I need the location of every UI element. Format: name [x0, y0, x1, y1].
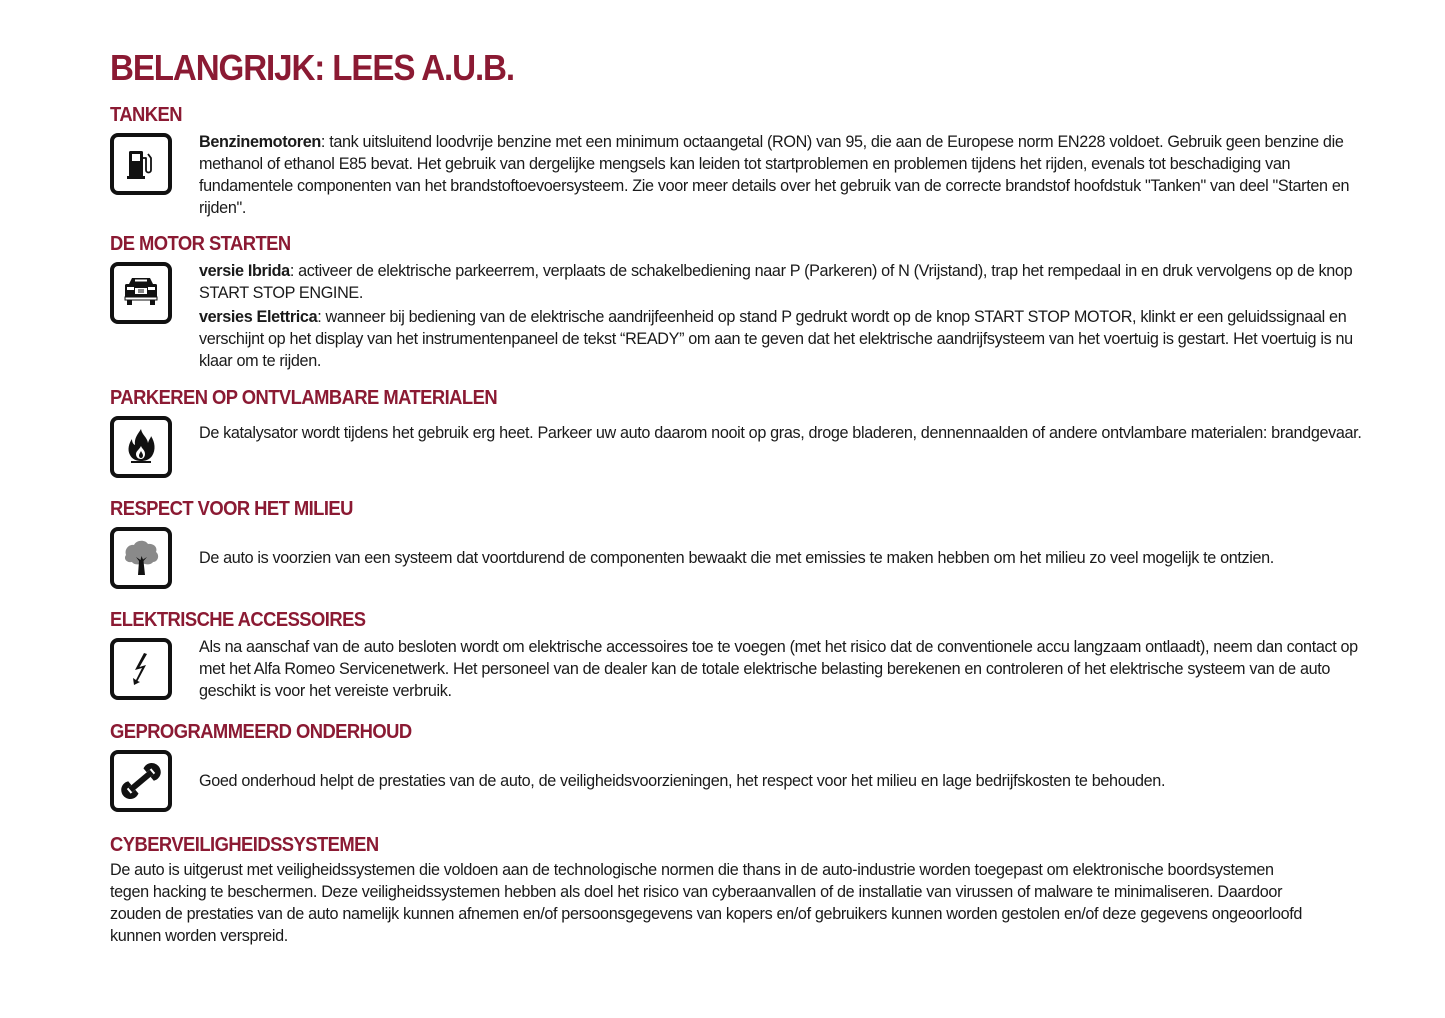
section-text: [199, 525, 1380, 591]
section-text: [199, 748, 1380, 814]
section-cyberveiligheid: [110, 833, 1380, 947]
section-heading: ELEKTRISCHE ACCESSOIRES: [110, 609, 366, 631]
paragraph-text: : activeer de elektrische parkeerrem, verplaats de schakelbediening naar P (Parkeren) of N (Vrijstand), trap het rempedaal in en druk vervolgens op de knop START STOP ENGINE.: [199, 262, 1353, 302]
section-motor-starten: [110, 232, 1380, 372]
paragraph-text: Goed onderhoud helpt de prestaties van de auto, de veiligheidsvoorzieningen, het respect voor het milieu en lage bedrijfskosten te behouden.: [199, 772, 1166, 790]
section-tanken: [110, 103, 1380, 219]
section-heading: RESPECT VOOR HET MILIEU: [110, 498, 353, 520]
paragraph-lead: Benzinemotoren: [199, 133, 321, 151]
section-onderhoud: [110, 720, 1380, 814]
fuel-pump-icon: [110, 133, 172, 195]
paragraph: [199, 131, 1380, 219]
paragraph: [199, 306, 1380, 372]
section-heading: CYBERVEILIGHEIDSSYSTEMEN: [110, 834, 379, 856]
paragraph-lead: versies Elettrica: [199, 308, 318, 326]
paragraph-text: De katalysator wordt tijdens het gebruik erg heet. Parkeer uw auto daarom nooit op gras, droge bladeren, dennennaalden of andere ontvlambare materialen: brandgevaar.: [199, 424, 1362, 442]
paragraph-text: De auto is uitgerust met veiligheidssystemen die voldoen aan de technologische normen die thans in de auto-industrie worden toegepast om elektronische boordsystemen tegen hacking te beschermen. Deze veiligheidssystemen hebben als doel het risico van cyberaanvallen of de installatie van virussen of malware te minimaliseren. Daardoor zouden de prestaties van de auto namelijk kunnen afnemen en/of persoonsgegevens van kopers en/of gebruikers kunnen worden gestolen en/of deze gegevens ongeoorloofd kunnen worden verspreid.: [110, 861, 1303, 945]
section-text: [199, 414, 1380, 444]
section-parkeren: [110, 386, 1380, 478]
car-front-icon: [110, 262, 172, 324]
paragraph-lead: versie Ibrida: [199, 262, 290, 280]
section-text: [199, 636, 1380, 702]
tree-icon: [110, 527, 172, 589]
section-milieu: [110, 497, 1380, 591]
section-elektrische-accessoires: [110, 608, 1380, 702]
section-heading: DE MOTOR STARTEN: [110, 233, 291, 255]
paragraph-text: : tank uitsluitend loodvrije benzine met een minimum octaangetal (RON) van 95, die aan de Europese norm EN228 voldoet. Gebruik geen benzine die methanol of ethanol E85 bevat. Het gebruik van dergelijke mengsels kan leiden tot startproblemen en problemen tijdens het rijden, evenals tot beschadiging van fundamentele componenten van het brandstoftoevoersysteem. Zie voor meer details over het gebruik van de correcte brandstof hoofdstuk "Tanken" van deel "Starten en rijden".: [199, 133, 1350, 217]
lightning-bolt-icon: [110, 638, 172, 700]
page-title: BELANGRIJK: LEES A.U.B.: [110, 47, 514, 88]
wrench-icon: [110, 750, 172, 812]
section-text: [199, 131, 1380, 219]
section-heading: TANKEN: [110, 104, 182, 126]
flame-icon: [110, 416, 172, 478]
paragraph: [199, 260, 1380, 304]
section-heading: GEPROGRAMMEERD ONDERHOUD: [110, 721, 412, 743]
section-text: [199, 260, 1380, 372]
paragraph-text: Als na aanschaf van de auto besloten wordt om elektrische accessoires toe te voegen (met het risico dat de conventionele accu langzaam ontlaadt), neem dan contact op met het Alfa Romeo Servicenetwerk. Het personeel van de dealer kan de totale elektrische belasting berekenen en controleren of het elektrische systeem van de auto geschikt is voor het vereiste verbruik.: [199, 638, 1358, 700]
section-heading: PARKEREN OP ONTVLAMBARE MATERIALEN: [110, 387, 498, 409]
paragraph-text: De auto is voorzien van een systeem dat voortdurend de componenten bewaakt die met emissies te maken hebben om het milieu zo veel mogelijk te ontzien.: [199, 549, 1274, 567]
paragraph-text: : wanneer bij bediening van de elektrische aandrijfeenheid op stand P gedrukt wordt op de knop START STOP MOTOR, klinkt er een geluidssignaal en verschijnt op het display van het instrumentenpaneel de tekst “READY” om aan te geven dat het elektrische aandrijfsysteem van het voertuig is gestart. Het voertuig is nu klaar om te rijden.: [199, 308, 1353, 370]
